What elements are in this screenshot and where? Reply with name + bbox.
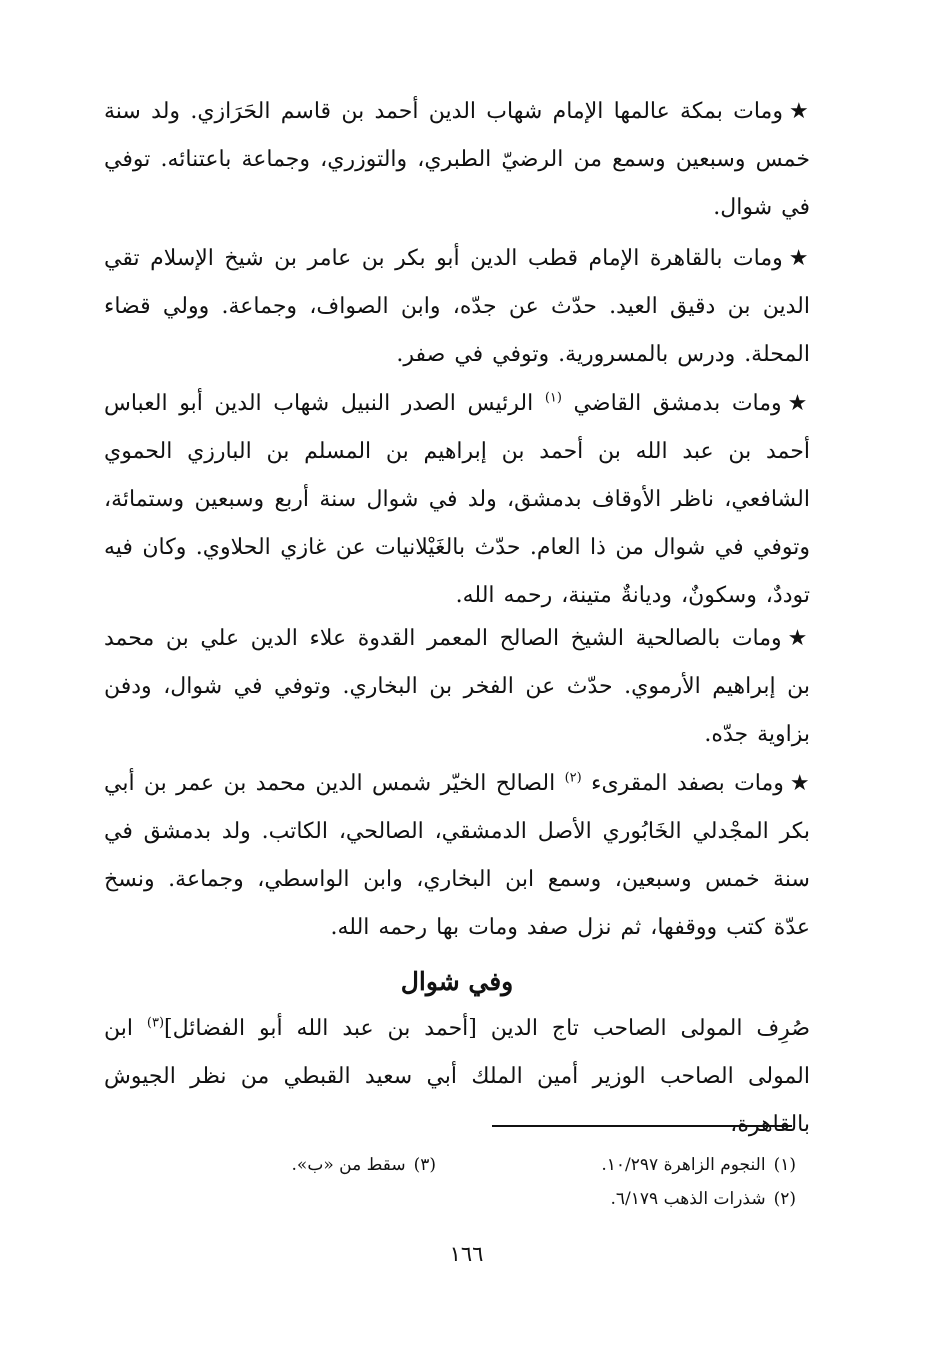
obituary-paragraph-2: [104, 235, 810, 379]
obituary-paragraph-5: [104, 760, 810, 952]
paragraph-text-after-note: ابن المولى الصاحب الوزير أمين الملك أبي سعيد القبطي من نظر الجيوش بالقاهرة،: [104, 1016, 810, 1137]
paragraph-text: ومات بمكة عالمها الإمام شهاب الدين أحمد بن قاسم الحَرَازي. ولد سنة خمس وسبعين وسمع من الرضيّ الطبري، والتوزري، وجماعة باعتنائه. توفي في شوال.: [104, 99, 810, 220]
section-heading: وفي شوال: [400, 967, 514, 996]
footnotes-column-left: [292, 1148, 436, 1182]
paragraph-text-before-note: ومات بصفد المقرىء: [591, 771, 784, 796]
footnote-2: [601, 1182, 796, 1216]
star-marker: ★: [787, 391, 810, 416]
footnote-number: (١): [773, 1155, 796, 1175]
obituary-paragraph-3: [104, 380, 810, 620]
footnote-text: النجوم الزاهرة ١٠/٢٩٧.: [601, 1155, 766, 1175]
footnote-divider: [492, 1125, 792, 1127]
footnote-number: (٣): [413, 1155, 436, 1175]
star-marker: ★: [789, 771, 810, 796]
obituary-paragraph-4: [104, 615, 810, 759]
page-number: ١٦٦: [449, 1242, 484, 1266]
footnote-text: شذرات الذهب ٦/١٧٩.: [610, 1189, 766, 1209]
paragraph-text: ومات بالصالحية الشيخ الصالح المعمر القدوة علاء الدين علي بن محمد بن إبراهيم الأرموي. حدّث عن الفخر بن البخاري. وتوفي في شوال، ودفن بزاوية جدّه.: [104, 626, 811, 747]
paragraph-text-after-note: الصالح الخيّر شمس الدين محمد بن عمر بن أبي بكر المجْدلي الخَابُوري الأصل الدمشقي، الصالحي، الكاتب. ولد بدمشق في سنة خمس وسبعين، وسمع ابن البخاري، وابن الواسطي، وجماعة. ونسخ عدّة كتب ووقفها، ثم نزل صفد ومات بها رحمه الله.: [104, 771, 810, 940]
footnotes-column-right: [601, 1148, 796, 1216]
obituary-paragraph-1: [104, 88, 810, 232]
paragraph-text: ومات بالقاهرة الإمام قطب الدين أبو بكر بن عامر بن شيخ الإسلام تقي الدين بن دقيق العيد. حدّث عن جدّه، وابن الصواف، وجماعة. وولي قضاء المحلة. ودرس بالمسرورية. وتوفي في صفر.: [104, 246, 810, 367]
star-marker: ★: [788, 246, 810, 271]
paragraph-text-after-note: الرئيس الصدر النبيل شهاب الدين أبو العباس أحمد بن عبد الله بن أحمد بن إبراهيم بن المسلم بن البارزي الحموي الشافعي، ناظر الأوقاف بدمشق، ولد في شوال سنة أربع وسبعين وستمائة، وتوفي في شوال من ذا العام. حدّث بالغَيْلانيات عن غازي الحلاوي. وكان فيه توددٌ، وسكونٌ، وديانةٌ متينة، رحمه الله.: [104, 391, 810, 608]
footnote-ref-2[interactable]: (٢): [564, 770, 582, 786]
star-marker: ★: [788, 99, 810, 124]
footnote-1: [601, 1148, 796, 1182]
footnote-ref-1[interactable]: (١): [544, 390, 562, 406]
footnote-text: سقط من «ب».: [291, 1155, 406, 1175]
footnote-number: (٢): [773, 1189, 796, 1209]
star-marker: ★: [787, 626, 810, 651]
footnote-3: [292, 1148, 436, 1182]
paragraph-text-before-note: صُرِف المولى الصاحب تاج الدين [أحمد بن عبد الله أبو الفضائل]: [164, 1016, 810, 1041]
footnote-ref-3[interactable]: (٣): [146, 1015, 165, 1031]
paragraph-text-before-note: ومات بدمشق القاضي: [573, 391, 782, 416]
section-paragraph: [104, 1005, 810, 1149]
